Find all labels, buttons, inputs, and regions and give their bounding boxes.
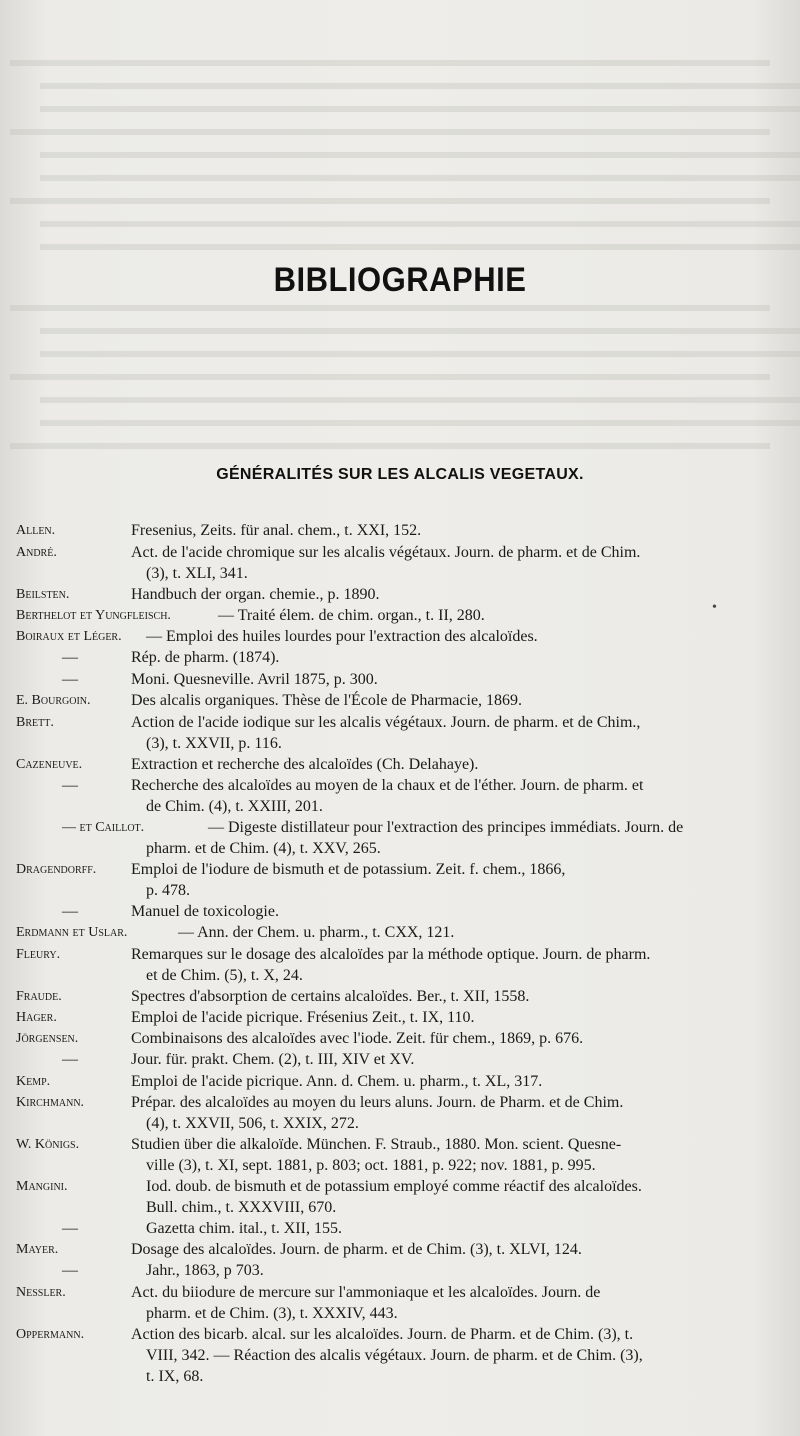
entry-text-line: Action de l'acide iodique sur les alcalis végétaux. Journ. de pharm. et de Chim., (131, 714, 641, 731)
entry-text-line: Emploi de l'acide picrique. Ann. d. Chem. u. pharm., t. XL, 317. (131, 1073, 543, 1090)
entry-text-line: Jahr., 1863, p 703. (146, 1262, 264, 1279)
entry-author: Kemp. (16, 1074, 51, 1089)
entry-text-line: Act. du biiodure de mercure sur l'ammoniaque et les alcaloïdes. Journ. de (131, 1284, 601, 1301)
entry-text-line: p. 478. (146, 882, 190, 899)
entry-text-line: (4), t. XXVII, 506, t. XXIX, 272. (146, 1115, 359, 1132)
entry-author: Mayer. (16, 1242, 59, 1257)
entry-text-line: (3), t. XXVII, p. 116. (146, 735, 282, 752)
entry-author: — et Caillot. (62, 820, 145, 835)
entry-author: Kirchmann. (16, 1095, 85, 1110)
entry-text-line: t. IX, 68. (146, 1368, 204, 1385)
entry-text-line: de Chim. (4), t. XXIII, 201. (146, 798, 323, 815)
entry-author: Dragendorff. (16, 862, 97, 877)
entry-text-line: Dosage des alcaloïdes. Journ. de pharm. et de Chim. (3), t. XLVI, 124. (131, 1241, 582, 1258)
entry-author: Cazeneuve. (16, 757, 83, 772)
entry-author: Boiraux et Léger. (16, 629, 122, 644)
entry-text-line: Emploi de l'iodure de bismuth et de potassium. Zeit. f. chem., 1866, (131, 861, 566, 878)
entry-text-line: Des alcalis organiques. Thèse de l'École de Pharmacie, 1869. (131, 692, 523, 709)
entry-text-line: — Digeste distillateur pour l'extraction des principes immédiats. Journ. de (208, 819, 684, 836)
entry-text-line: Rép. de pharm. (1874). (131, 649, 280, 666)
entry-text-line: pharm. et de Chim. (3), t. XXXIV, 443. (146, 1305, 398, 1322)
entry-author: Beilsten. (16, 587, 70, 602)
entry-author: Brett. (16, 715, 54, 730)
entry-text-line: ville (3), t. XI, sept. 1881, p. 803; oct. 1881, p. 922; nov. 1881, p. 995. (146, 1157, 596, 1174)
entry-text-line: Action des bicarb. alcal. sur les alcaloïdes. Journ. de Pharm. et de Chim. (3), t. (131, 1326, 634, 1343)
ditto-dash: — (62, 671, 78, 688)
entry-text-line: Moni. Quesneville. Avril 1875, p. 300. (131, 671, 378, 688)
entry-text-line: (3), t. XLI, 341. (146, 565, 248, 582)
entry-text-line: Act. de l'acide chromique sur les alcalis végétaux. Journ. de pharm. et de Chim. (131, 544, 641, 561)
entry-author: Fleury. (16, 947, 61, 962)
entry-text-line: Jour. für. prakt. Chem. (2), t. III, XIV et XV. (131, 1051, 415, 1068)
entry-author: Oppermann. (16, 1327, 85, 1342)
entry-text-line: — Emploi des huiles lourdes pour l'extraction des alcaloïdes. (146, 628, 538, 645)
ditto-dash: — (62, 1220, 78, 1237)
entry-text-line: Manuel de toxicologie. (131, 903, 279, 920)
entry-text-line: Extraction et recherche des alcaloïdes (Ch. Delahaye). (131, 756, 479, 773)
entry-author: Erdmann et Uslar. (16, 925, 128, 940)
section-heading: GÉNÉRALITÉS SUR LES ALCALIS VEGETAUX. (216, 466, 584, 483)
ditto-dash: — (62, 649, 78, 666)
entry-author: Allen. (16, 523, 56, 538)
entry-author: Fraude. (16, 989, 62, 1004)
entry-text-line: — Ann. der Chem. u. pharm., t. CXX, 121. (178, 924, 455, 941)
entry-author: Nessler. (16, 1285, 66, 1300)
ditto-dash: — (62, 777, 78, 794)
entry-text-line: Spectres d'absorption de certains alcaloïdes. Ber., t. XII, 1558. (131, 988, 530, 1005)
page-title: BIBLIOGRAPHIE (273, 260, 527, 299)
ditto-dash: — (62, 903, 78, 920)
entry-text-line: Studien über die alkaloïde. München. F. Straub., 1880. Mon. scient. Quesne- (131, 1136, 622, 1153)
entry-text-line: Combinaisons des alcaloïdes avec l'iode. Zeit. für chem., 1869, p. 676. (131, 1030, 584, 1047)
ditto-dash: — (62, 1051, 78, 1068)
entry-author: André. (16, 545, 57, 560)
entry-text-line: Emploi de l'acide picrique. Frésenius Zeit., t. IX, 110. (131, 1009, 475, 1026)
margin-mark: • (712, 600, 717, 615)
entry-text-line: Handbuch der organ. chemie., p. 1890. (131, 586, 380, 603)
entry-text-line: VIII, 342. — Réaction des alcalis végétaux. Journ. de pharm. et de Chim. (3), (146, 1347, 643, 1364)
entry-author: Berthelot et Yungfleisch. (16, 608, 171, 623)
entry-author: Hager. (16, 1010, 57, 1025)
entry-text-line: et de Chim. (5), t. X, 24. (146, 967, 303, 984)
entry-text-line: Fresenius, Zeits. für anal. chem., t. XXI, 152. (131, 522, 422, 539)
entry-author: Mangini. (16, 1179, 68, 1194)
entry-text-line: — Traité élem. de chim. organ., t. II, 280. (218, 607, 485, 624)
entry-text-line: Iod. doub. de bismuth et de potassium employé comme réactif des alcaloïdes. (146, 1178, 642, 1195)
entry-author: W. Königs. (16, 1137, 80, 1152)
entry-text-line: pharm. et de Chim. (4), t. XXV, 265. (146, 840, 381, 857)
entry-text-line: Prépar. des alcaloïdes au moyen du leurs aluns. Journ. de Pharm. et de Chim. (131, 1094, 624, 1111)
ditto-dash: — (62, 1262, 78, 1279)
entry-text-line: Remarques sur le dosage des alcaloïdes par la méthode optique. Journ. de pharm. (131, 946, 651, 963)
entry-text-line: Gazetta chim. ital., t. XII, 155. (146, 1220, 342, 1237)
entry-text-line: Bull. chim., t. XXXVIII, 670. (146, 1199, 337, 1216)
entry-text-line: Recherche des alcaloïdes au moyen de la chaux et de l'éther. Journ. de pharm. et (131, 777, 644, 794)
entry-author: Jörgensen. (16, 1031, 79, 1046)
entry-author: E. Bourgoin. (16, 693, 91, 708)
